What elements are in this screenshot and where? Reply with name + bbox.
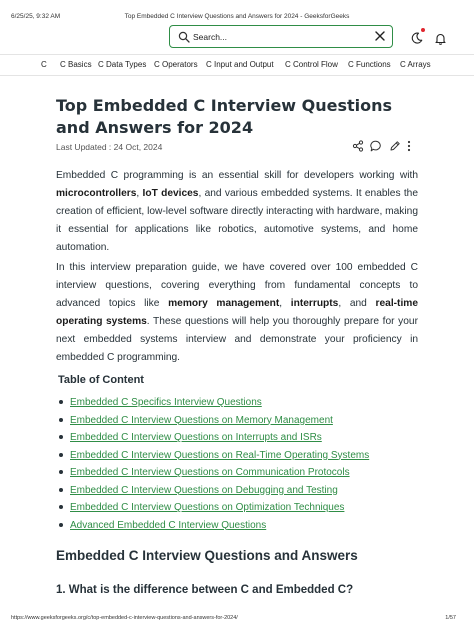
share-icon[interactable] [352,140,364,152]
toc-link-advanced[interactable]: Advanced Embedded C Interview Questions [70,519,267,531]
toc-link-interrupts[interactable]: Embedded C Interview Questions on Interrupts and ISRs [70,432,322,443]
text-span: In this interview preparation guide, we have covered over 100 embedded C interview questions, covering everything from fundamental concepts to advanced topics like [56,262,418,309]
moon-icon[interactable] [411,32,423,44]
search-box[interactable] [169,25,393,48]
last-updated-date: 24 Oct, 2024 [113,142,163,152]
toc-link-protocols[interactable]: Embedded C Interview Questions on Communication Protocols [70,467,350,478]
comment-icon[interactable] [370,140,382,152]
bold-interrupts: interrupts [290,298,339,309]
text-span: , and [338,298,376,309]
print-page-title: Top Embedded C Interview Questions and Answers for 2024 - GeeksforGeeks [124,13,350,20]
nav-item-c-control-flow[interactable]: C Control Flow [285,60,338,69]
search-icon [178,31,190,43]
toc-item [58,500,418,518]
guide-paragraph [56,259,418,367]
print-header [0,0,474,24]
bold-microcontrollers: microcontrollers [56,188,137,199]
text-span: , [136,188,143,199]
toc-item [58,430,418,448]
close-icon[interactable] [374,30,386,42]
nav-item-c-input-output[interactable]: C Input and Output [206,60,274,69]
more-vertical-icon[interactable] [406,140,412,152]
category-nav [0,54,474,76]
nav-item-c-functions[interactable]: C Functions [348,60,391,69]
nav-item-c[interactable]: C [41,60,47,69]
text-span: , [279,298,291,309]
top-bar [0,24,474,52]
bold-rtos: real-time operating systems [56,298,418,327]
pencil-icon[interactable] [389,140,401,152]
table-of-contents [58,395,418,535]
text-span: Embedded C programming is an essential skill for developers working with [56,170,418,181]
toc-link-optimization[interactable]: Embedded C Interview Questions on Optimization Techniques [70,502,345,513]
print-timestamp: 6/25/25, 9:32 AM [11,13,61,20]
notification-dot [421,28,425,32]
intro-paragraph [56,167,418,257]
article-actions [352,140,418,154]
text-span: . These questions will help you thoroughly prepare for your next embedded systems interview and demonstrate your proficiency in embedded C programming. [56,316,418,363]
bell-icon[interactable] [434,32,447,45]
nav-item-c-arrays[interactable]: C Arrays [400,60,431,69]
nav-item-c-basics[interactable]: C Basics [60,60,92,69]
search-input[interactable] [193,29,363,44]
toc-link-debugging[interactable]: Embedded C Interview Questions on Debugging and Testing [70,484,338,496]
section-heading: Embedded C Interview Questions and Answers [56,548,358,563]
last-updated [56,142,162,152]
print-url: https://www.geeksforgeeks.org/c/top-embedded-c-interview-questions-and-answers-for-2024/ [11,615,238,621]
question-heading: 1. What is the difference between C and Embedded C? [56,584,354,596]
text-span: , and various embedded systems. It enables the creation of efficient, low-level software directly interacting with hardware, making it essential for applications like robotics, automotive systems, and home automation. [56,188,418,253]
toc-item [58,413,418,431]
page-number: 1/57 [445,615,456,621]
toc-item [58,483,418,501]
toc-item [58,518,418,536]
print-footer [0,612,474,632]
toc-link-memory[interactable]: Embedded C Interview Questions on Memory Management [70,414,333,426]
article-title: Top Embedded C Interview Questions and Answers for 2024 [56,96,393,137]
toc-item [58,395,418,413]
last-updated-label: Last Updated : [56,142,114,152]
bold-iot-devices: IoT devices [142,188,199,199]
toc-item [58,448,418,466]
toc-heading: Table of Content [58,374,144,386]
toc-link-rtos[interactable]: Embedded C Interview Questions on Real-Time Operating Systems [70,449,370,461]
nav-item-c-operators[interactable]: C Operators [154,60,198,69]
toc-item [58,465,418,483]
bold-memory-management: memory management [168,298,280,309]
nav-item-c-data-types[interactable]: C Data Types [98,60,147,69]
toc-link-specifics[interactable]: Embedded C Specifics Interview Questions [70,397,262,408]
